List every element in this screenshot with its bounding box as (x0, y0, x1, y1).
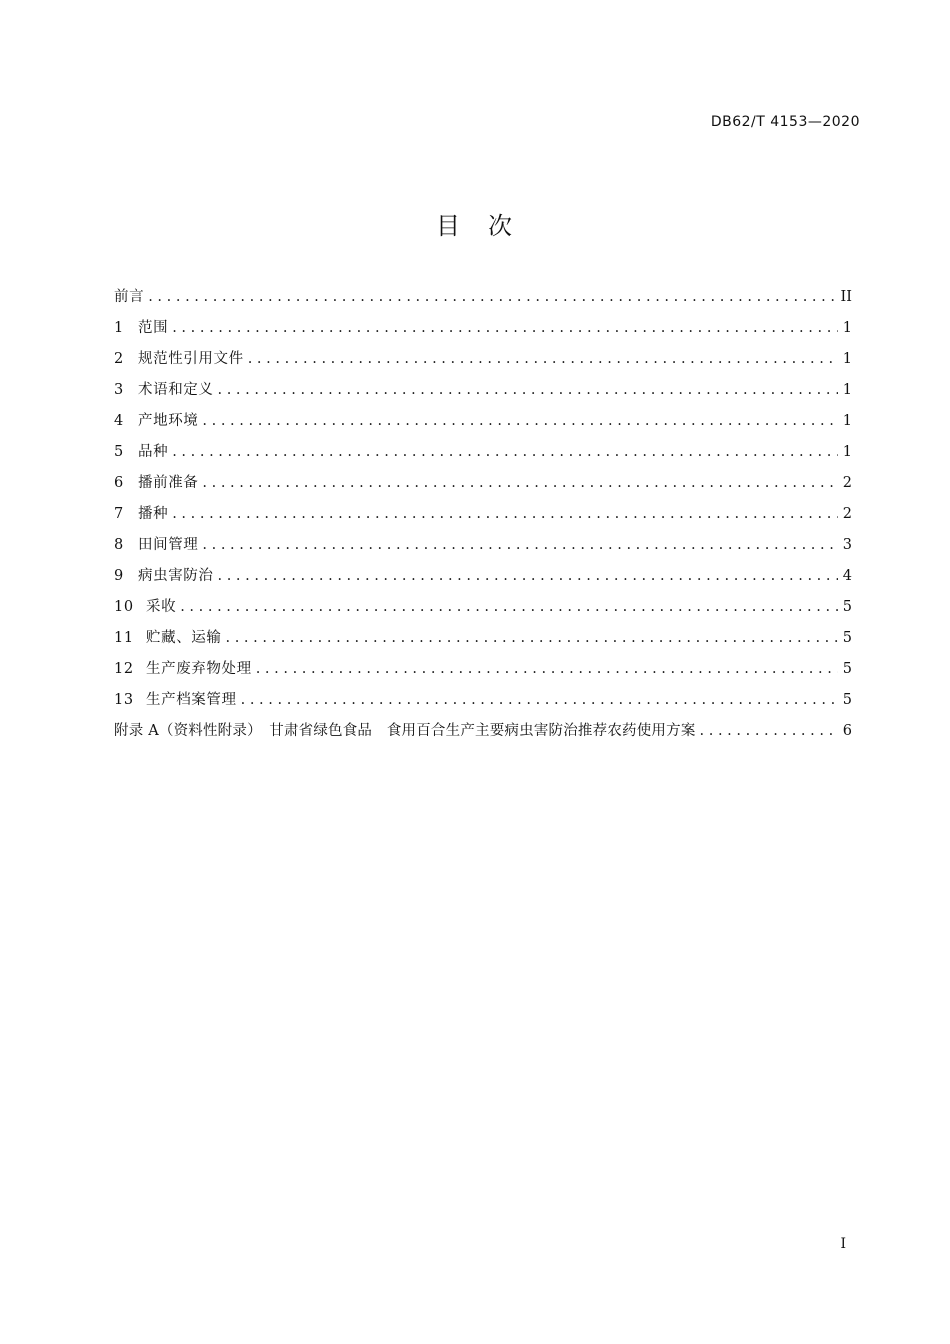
toc-entry-page: 1 (842, 320, 852, 336)
toc-leader-dots (218, 379, 839, 401)
toc-entry-2[interactable] (114, 348, 852, 379)
toc-entry-title: 产地环境 (138, 413, 199, 429)
toc-list (114, 286, 852, 751)
toc-entry-page: 2 (842, 475, 852, 491)
toc-entry-number: 4 (114, 413, 124, 429)
toc-entry-12[interactable] (114, 658, 852, 689)
toc-entry-page: 6 (842, 723, 852, 739)
toc-entry-page: II (840, 289, 852, 305)
toc-entry-9[interactable] (114, 565, 852, 596)
toc-entry-title: 范围 (138, 320, 169, 336)
toc-entry-label (114, 565, 214, 587)
toc-leader-dots (218, 565, 839, 587)
toc-leader-dots (202, 534, 838, 556)
toc-entry-page: 1 (842, 351, 852, 367)
toc-leader-dots (172, 441, 838, 463)
toc-entry-number: 8 (114, 537, 124, 553)
toc-entry-11[interactable] (114, 627, 852, 658)
toc-entry-title: 术语和定义 (138, 382, 214, 398)
toc-entry-title: 规范性引用文件 (138, 351, 244, 367)
toc-entry-6[interactable] (114, 472, 852, 503)
toc-entry-number: 7 (114, 506, 124, 522)
toc-entry-number: 1 (114, 320, 124, 336)
toc-entry-page: 4 (842, 568, 852, 584)
toc-entry-label (114, 317, 168, 339)
toc-entry-label (114, 441, 168, 463)
toc-entry-page: 5 (842, 661, 852, 677)
toc-leader-dots (241, 689, 838, 711)
toc-entry-label (114, 503, 168, 525)
toc-entry-foreword[interactable] (114, 286, 852, 317)
toc-entry-number: 9 (114, 568, 124, 584)
toc-entry-page: 5 (842, 599, 852, 615)
toc-leader-dots (148, 286, 836, 308)
toc-entry-page: 1 (842, 382, 852, 398)
toc-entry-label (114, 379, 214, 401)
toc-entry-label (114, 720, 696, 742)
toc-entry-5[interactable] (114, 441, 852, 472)
toc-leader-dots (180, 596, 838, 618)
toc-entry-title: 病虫害防治 (138, 568, 214, 584)
toc-entry-title: 贮藏、运输 (146, 630, 222, 646)
toc-entry-page: 1 (842, 444, 852, 460)
toc-entry-13[interactable] (114, 689, 852, 720)
standard-code: DB62/T 4153—2020 (710, 114, 860, 130)
toc-entry-appendix-a[interactable] (114, 720, 852, 751)
toc-entry-title: 播前准备 (138, 475, 199, 491)
toc-entry-title: 生产废弃物处理 (146, 661, 252, 677)
toc-entry-label (114, 286, 144, 308)
toc-entry-page: 3 (842, 537, 852, 553)
toc-entry-label (114, 627, 222, 649)
toc-entry-label (114, 472, 198, 494)
toc-entry-label (114, 596, 176, 618)
toc-entry-page: 1 (842, 413, 852, 429)
toc-entry-1[interactable] (114, 317, 852, 348)
toc-entry-page: 2 (842, 506, 852, 522)
toc-entry-number: 2 (114, 351, 124, 367)
toc-leader-dots (700, 720, 838, 742)
toc-leader-dots (172, 317, 838, 339)
toc-entry-label (114, 534, 198, 556)
toc-entry-4[interactable] (114, 410, 852, 441)
toc-entry-title: 附录 A（资料性附录） 甘肃省绿色食品 食用百合生产主要病虫害防治推荐农药使用方案 (114, 723, 696, 739)
toc-leader-dots (202, 410, 838, 432)
toc-entry-label (114, 410, 198, 432)
toc-entry-number: 10 (114, 599, 134, 615)
toc-entry-title: 品种 (138, 444, 169, 460)
toc-entry-number: 5 (114, 444, 124, 460)
page-number: I (840, 1236, 846, 1252)
toc-entry-7[interactable] (114, 503, 852, 534)
toc-entry-title: 田间管理 (138, 537, 199, 553)
toc-entry-label (114, 689, 237, 711)
toc-leader-dots (256, 658, 838, 680)
toc-entry-3[interactable] (114, 379, 852, 410)
toc-entry-8[interactable] (114, 534, 852, 565)
toc-leader-dots (226, 627, 839, 649)
toc-entry-number: 11 (114, 630, 134, 646)
toc-entry-10[interactable] (114, 596, 852, 627)
toc-entry-page: 5 (842, 692, 852, 708)
toc-leader-dots (248, 348, 838, 370)
toc-entry-label (114, 348, 244, 370)
toc-entry-page: 5 (842, 630, 852, 646)
toc-entry-number: 13 (114, 692, 134, 708)
toc-entry-title: 采收 (146, 599, 177, 615)
toc-entry-number: 12 (114, 661, 134, 677)
toc-entry-label (114, 658, 252, 680)
toc-entry-number: 6 (114, 475, 124, 491)
page-title: 目 次 (436, 212, 514, 240)
toc-entry-title: 生产档案管理 (146, 692, 237, 708)
toc-entry-number: 3 (114, 382, 124, 398)
toc-entry-title: 播种 (138, 506, 169, 522)
toc-leader-dots (172, 503, 838, 525)
toc-leader-dots (202, 472, 838, 494)
toc-entry-title: 前言 (114, 289, 145, 305)
